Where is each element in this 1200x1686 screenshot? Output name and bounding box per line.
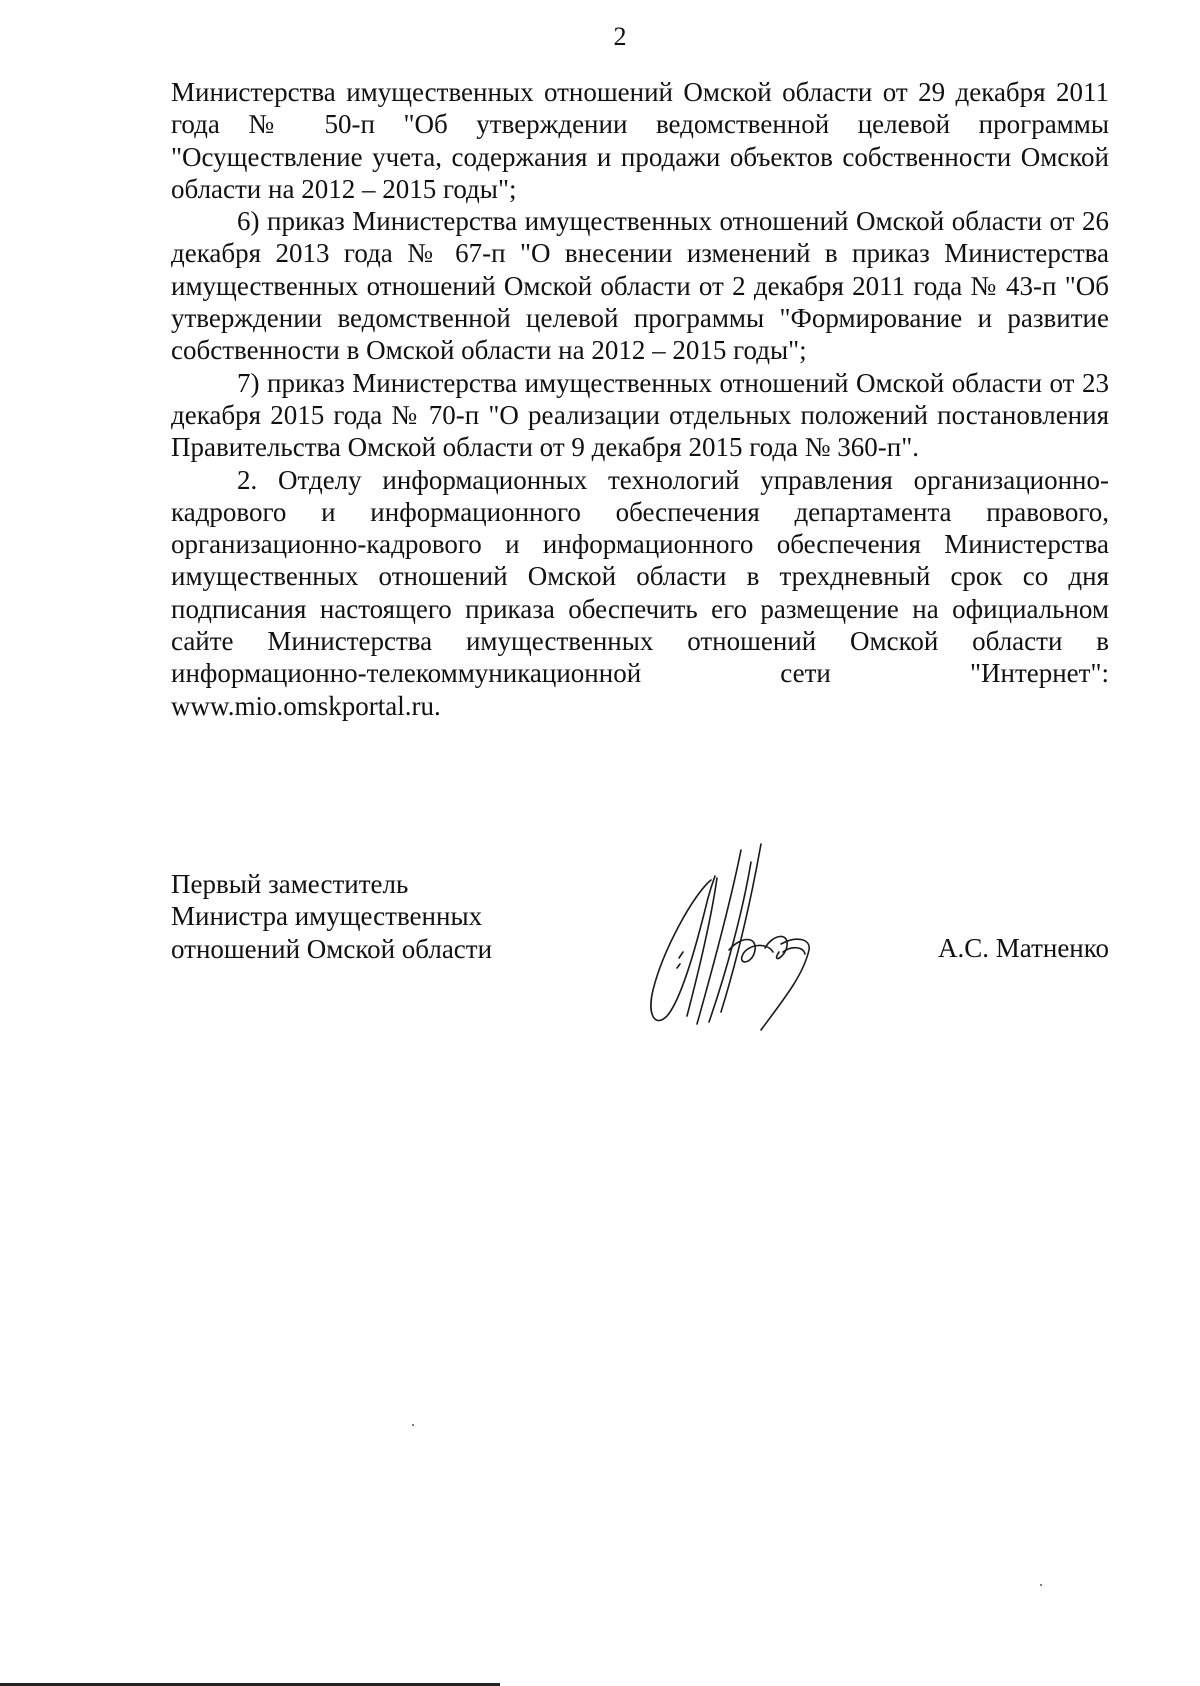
handwritten-signature [633, 840, 833, 1036]
paragraph-point-2: 2. Отделу информационных технологий управления организационно-кадрового и информационного обеспечения департамента правового, организационно-кадрового и информационного обеспечения Министерства имущественных отношений Омской области в трехдневный срок со дня подписания настоящего приказа обеспечить его размещение на официальном сайте Министерства имущественных отношений Омской области в информационно-телекоммуникационной сети "Интернет": www.mio.omskportal.ru. [171, 464, 1109, 721]
paragraph-item-7: 7) приказ Министерства имущественных отношений Омской области от 23 декабря 2015 года № 70-п "О реализации отдельных положений постановления Правительства Омской области от 9 декабря 2015 года № 360-п". [171, 367, 1109, 463]
signer-position-line: Министра имущественных [171, 901, 483, 932]
signer-position-line: Первый заместитель [171, 869, 409, 899]
page-number: 2 [613, 22, 627, 51]
signer-name: А.С. Матненко [938, 933, 1109, 963]
scan-speck [412, 1424, 414, 1426]
scan-speck [1040, 1584, 1042, 1586]
signer-position-line: отношений Омской области [171, 933, 493, 964]
signer-position [171, 868, 591, 965]
signature-block [171, 868, 1109, 1038]
body-text [171, 76, 1109, 722]
paragraph-continuation: Министерства имущественных отношений Омской области от 29 декабря 2011 года № 50-п "Об утверждении ведомственной целевой программы "Осуществление учета, содержания и продажи объектов собственности Омской области на 2012 – 2015 годы"; [171, 77, 1109, 204]
paragraph-item-6: 6) приказ Министерства имущественных отношений Омской области от 26 декабря 2013 года № 67-п "О внесении изменений в приказ Министерства имущественных отношений Омской области от 2 декабря 2011 года № 43-п "Об утверждении ведомственной целевой программы "Формирование и развитие собственности в Омской области на 2012 – 2015 годы"; [171, 206, 1109, 366]
